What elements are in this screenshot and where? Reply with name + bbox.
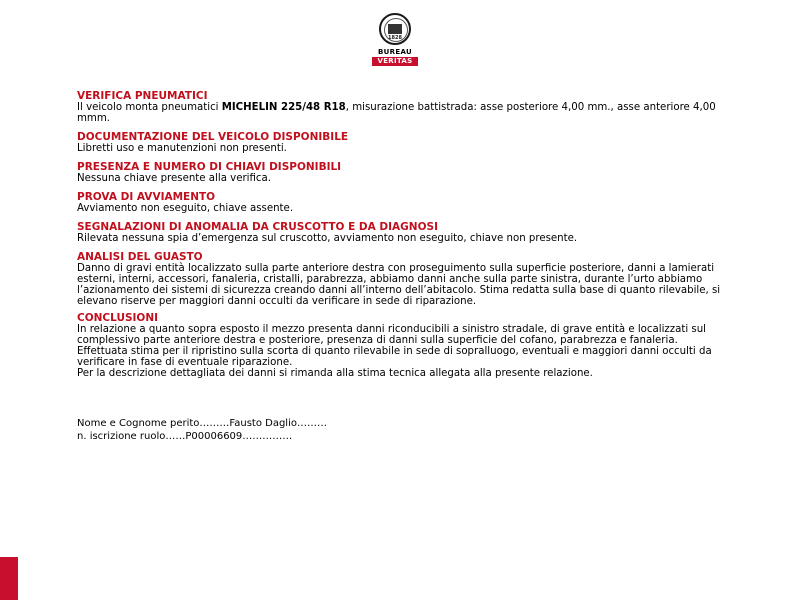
section-heading: DOCUMENTAZIONE DEL VEICOLO DISPONIBILE: [77, 131, 349, 143]
registration-number: n. iscrizione ruolo……P00006609……………: [77, 431, 293, 442]
section-text: Nessuna chiave presente alla verifica.: [77, 173, 271, 184]
conclusion-paragraph: In relazione a quanto sopra esposto il mezzo presenta danni riconducibili a sinistro stradale, di grave entità e localizzati sul complessivo parte anteriore destra e posteriore, presenza di danni sulla superficie del cofano, parabrezza e fanaleria.: [77, 324, 707, 346]
section-documentazione: [77, 132, 727, 154]
section-text: Avviamento non eseguito, chiave assente.: [77, 203, 294, 214]
perito-name: Nome e Cognome perito………Fausto Daglio………: [77, 418, 327, 429]
section-conclusioni: [77, 313, 727, 379]
section-heading: PROVA DI AVVIAMENTO: [77, 191, 216, 203]
logo-band-top: BUREAU: [378, 48, 412, 56]
tire-model: MICHELIN 225/48 R18: [221, 102, 346, 113]
section-text: Rilevata nessuna spia d’emergenza sul cruscotto, avviamento non eseguito, chiave non presente.: [77, 233, 578, 244]
logo-band-bottom: VERITAS: [372, 57, 418, 66]
section-text: Libretti uso e manutenzioni non presenti.: [77, 143, 287, 154]
footer-red-bar: [0, 557, 18, 600]
report-body: [77, 91, 727, 379]
section-heading: SEGNALAZIONI DI ANOMALIA DA CRUSCOTTO E DA DIAGNOSI: [77, 221, 438, 233]
section-heading: PRESENZA E NUMERO DI CHIAVI DISPONIBILI: [77, 161, 342, 173]
seal-year: 1828: [388, 35, 402, 41]
signature-block: [77, 418, 327, 444]
section-analisi-guasto: [77, 252, 727, 307]
section-chiavi: [77, 162, 727, 184]
section-heading: VERIFICA PNEUMATICI: [77, 90, 208, 102]
section-segnalazioni: [77, 222, 727, 244]
section-text: Il veicolo monta pneumatici MICHELIN 225/48 R18, misurazione battistrada: asse posteriore 4,00 mm., asse anteriore 4,00 mmm.: [77, 102, 716, 124]
seal-icon: [379, 13, 411, 45]
section-avviamento: [77, 192, 727, 214]
section-text: Danno di gravi entità localizzato sulla parte anteriore destra con proseguimento sulla superficie posteriore, danni a lamierati esterni, interni, accessori, fanaleria, cristalli, parabrezza, abbiamo danni anche sulla parte sinistra, durante l’urto abbiamo l’azionamento dei sistemi di sicurezza creando danni all’interno dell’abitacolo. Stima redatta sulla base di quanto rilevabile, si elevano riserve per maggiori danni occulti da verificare in sede di riparazione.: [77, 263, 721, 307]
section-verifica-pneumatici: [77, 91, 727, 124]
conclusion-paragraph: Effettuata stima per il ripristino sulla scorta di quanto rilevabile in sede di sopralluogo, eventuali e maggiori danni occulti da verificare in fase di eventuale riparazione.: [77, 346, 712, 368]
section-heading: CONCLUSIONI: [77, 312, 159, 324]
section-heading: ANALISI DEL GUASTO: [77, 251, 203, 263]
conclusion-paragraph: Per la descrizione dettagliata dei danni si rimanda alla stima tecnica allegata alla presente relazione.: [77, 368, 593, 379]
